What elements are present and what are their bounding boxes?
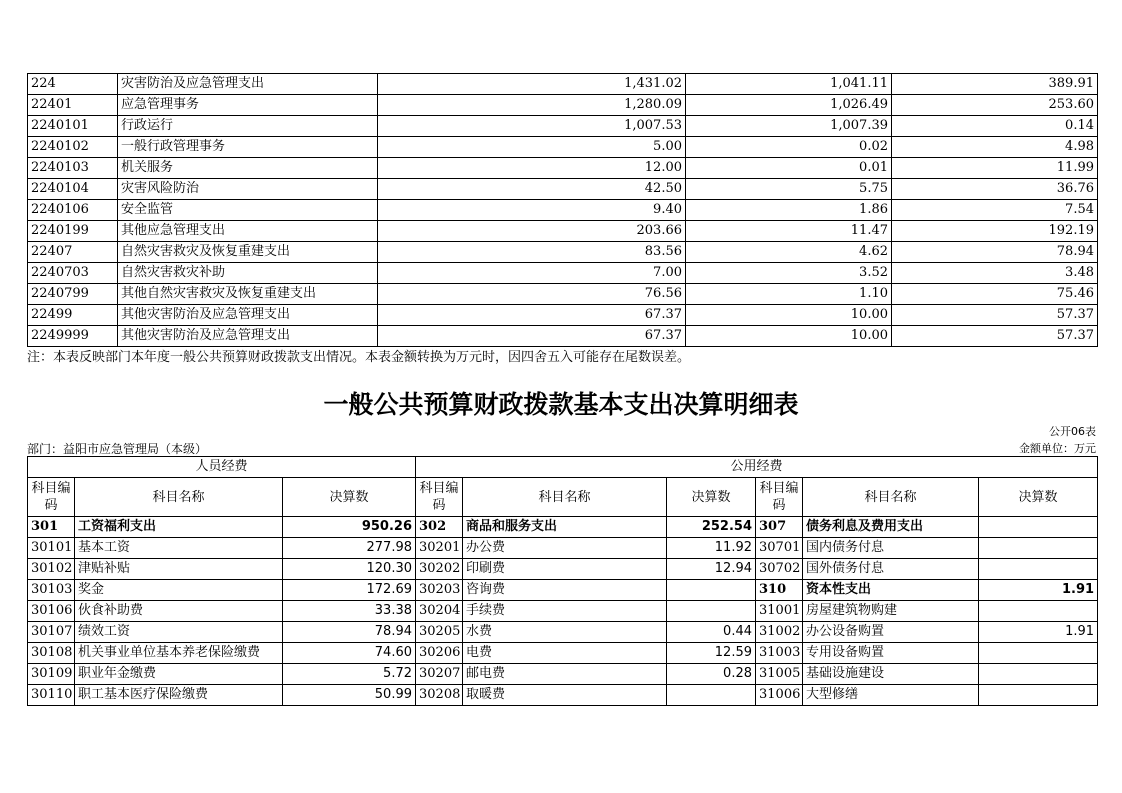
name-cell: 基础设施建设 xyxy=(803,664,979,685)
code-cell: 2240103 xyxy=(28,158,118,179)
name-cell: 其他灾害防治及应急管理支出 xyxy=(118,305,378,326)
code-cell: 302 xyxy=(416,517,463,538)
project-cell: 0.14 xyxy=(892,116,1098,137)
code-cell: 30108 xyxy=(28,643,75,664)
table-row xyxy=(28,622,1098,643)
basic-cell: 4.62 xyxy=(686,242,892,263)
table-row xyxy=(28,643,1098,664)
name-cell: 办公费 xyxy=(463,538,667,559)
project-cell: 7.54 xyxy=(892,200,1098,221)
total-cell: 12.00 xyxy=(378,158,686,179)
code-cell: 31005 xyxy=(756,664,803,685)
basic-cell: 5.75 xyxy=(686,179,892,200)
col-header-name: 科目名称 xyxy=(75,478,283,517)
code-cell: 30106 xyxy=(28,601,75,622)
amount-cell: 74.60 xyxy=(283,643,416,664)
amount-cell: 252.54 xyxy=(667,517,756,538)
amount-cell xyxy=(979,664,1098,685)
amount-cell xyxy=(667,685,756,706)
amount-cell xyxy=(979,538,1098,559)
name-cell: 绩效工资 xyxy=(75,622,283,643)
total-cell: 5.00 xyxy=(378,137,686,158)
total-cell: 7.00 xyxy=(378,263,686,284)
group-header-public: 公用经费 xyxy=(416,457,1098,478)
basic-cell: 1.86 xyxy=(686,200,892,221)
table-row xyxy=(28,538,1098,559)
project-cell: 4.98 xyxy=(892,137,1098,158)
code-cell: 30206 xyxy=(416,643,463,664)
table-row xyxy=(28,263,1098,284)
amount-cell: 1.91 xyxy=(979,580,1098,601)
code-cell: 30701 xyxy=(756,538,803,559)
code-cell: 31001 xyxy=(756,601,803,622)
total-cell: 42.50 xyxy=(378,179,686,200)
name-cell: 安全监管 xyxy=(118,200,378,221)
name-cell: 应急管理事务 xyxy=(118,95,378,116)
col-header-amount: 决算数 xyxy=(283,478,416,517)
code-cell: 310 xyxy=(756,580,803,601)
name-cell: 灾害防治及应急管理支出 xyxy=(118,74,378,95)
name-cell: 专用设备购置 xyxy=(803,643,979,664)
project-cell: 57.37 xyxy=(892,305,1098,326)
table-row xyxy=(28,242,1098,263)
code-cell: 31003 xyxy=(756,643,803,664)
name-cell: 国外债务付息 xyxy=(803,559,979,580)
name-cell: 其他灾害防治及应急管理支出 xyxy=(118,326,378,347)
amount-cell xyxy=(979,643,1098,664)
table-row xyxy=(28,517,1098,538)
table-row xyxy=(28,305,1098,326)
name-cell: 自然灾害救灾及恢复重建支出 xyxy=(118,242,378,263)
amount-cell: 12.94 xyxy=(667,559,756,580)
code-cell: 30202 xyxy=(416,559,463,580)
group-header-personnel: 人员经费 xyxy=(28,457,416,478)
code-cell: 30103 xyxy=(28,580,75,601)
code-cell: 30102 xyxy=(28,559,75,580)
code-cell: 2240799 xyxy=(28,284,118,305)
table-row xyxy=(28,95,1098,116)
name-cell: 职业年金缴费 xyxy=(75,664,283,685)
name-cell: 机关服务 xyxy=(118,158,378,179)
name-cell: 商品和服务支出 xyxy=(463,517,667,538)
code-cell: 224 xyxy=(28,74,118,95)
amount-cell xyxy=(979,517,1098,538)
code-cell: 2240101 xyxy=(28,116,118,137)
code-cell: 301 xyxy=(28,517,75,538)
total-cell: 203.66 xyxy=(378,221,686,242)
project-cell: 78.94 xyxy=(892,242,1098,263)
table-row xyxy=(28,158,1098,179)
basic-cell: 1,026.49 xyxy=(686,95,892,116)
name-cell: 手续费 xyxy=(463,601,667,622)
name-cell: 国内债务付息 xyxy=(803,538,979,559)
name-cell: 取暖费 xyxy=(463,685,667,706)
code-cell: 30702 xyxy=(756,559,803,580)
table-note: 注：本表反映部门本年度一般公共预算财政拨款支出情况。本表金额转换为万元时，因四舍五入可能存在尾数误差。 xyxy=(27,350,691,365)
total-cell: 83.56 xyxy=(378,242,686,263)
code-cell: 30205 xyxy=(416,622,463,643)
basic-cell: 1,007.39 xyxy=(686,116,892,137)
name-cell: 工资福利支出 xyxy=(75,517,283,538)
expenditure-table xyxy=(27,73,1098,347)
code-cell: 31006 xyxy=(756,685,803,706)
basic-expenditure-table xyxy=(27,456,1098,706)
form-number: 公开06表 xyxy=(1049,425,1096,438)
name-cell: 灾害风险防治 xyxy=(118,179,378,200)
table-row xyxy=(28,601,1098,622)
total-cell: 1,431.02 xyxy=(378,74,686,95)
name-cell: 邮电费 xyxy=(463,664,667,685)
name-cell: 咨询费 xyxy=(463,580,667,601)
table-row xyxy=(28,685,1098,706)
basic-cell: 1.10 xyxy=(686,284,892,305)
page-title: 一般公共预算财政拨款基本支出决算明细表 xyxy=(323,390,799,419)
name-cell: 自然灾害救灾补助 xyxy=(118,263,378,284)
amount-cell xyxy=(667,580,756,601)
table-row xyxy=(28,137,1098,158)
project-cell: 389.91 xyxy=(892,74,1098,95)
table-row xyxy=(28,74,1098,95)
amount-cell: 950.26 xyxy=(283,517,416,538)
name-cell: 基本工资 xyxy=(75,538,283,559)
code-cell: 22407 xyxy=(28,242,118,263)
project-cell: 57.37 xyxy=(892,326,1098,347)
table-row xyxy=(28,200,1098,221)
total-cell: 67.37 xyxy=(378,326,686,347)
basic-cell: 1,041.11 xyxy=(686,74,892,95)
basic-cell: 0.02 xyxy=(686,137,892,158)
table-row xyxy=(28,221,1098,242)
col-header-code: 科目编码 xyxy=(28,478,75,517)
table-row xyxy=(28,284,1098,305)
code-cell: 30207 xyxy=(416,664,463,685)
amount-cell xyxy=(979,685,1098,706)
name-cell: 行政运行 xyxy=(118,116,378,137)
project-cell: 253.60 xyxy=(892,95,1098,116)
project-cell: 3.48 xyxy=(892,263,1098,284)
basic-cell: 10.00 xyxy=(686,326,892,347)
name-cell: 大型修缮 xyxy=(803,685,979,706)
col-header-amount: 决算数 xyxy=(667,478,756,517)
amount-cell xyxy=(979,559,1098,580)
name-cell: 奖金 xyxy=(75,580,283,601)
col-header-code: 科目编码 xyxy=(416,478,463,517)
amount-cell: 5.72 xyxy=(283,664,416,685)
code-cell: 30201 xyxy=(416,538,463,559)
amount-cell: 33.38 xyxy=(283,601,416,622)
code-cell: 30203 xyxy=(416,580,463,601)
code-cell: 31002 xyxy=(756,622,803,643)
code-cell: 2240199 xyxy=(28,221,118,242)
code-cell: 30110 xyxy=(28,685,75,706)
name-cell: 一般行政管理事务 xyxy=(118,137,378,158)
table-row xyxy=(28,664,1098,685)
col-header-name: 科目名称 xyxy=(463,478,667,517)
amount-cell: 120.30 xyxy=(283,559,416,580)
project-cell: 36.76 xyxy=(892,179,1098,200)
name-cell: 伙食补助费 xyxy=(75,601,283,622)
code-cell: 2240102 xyxy=(28,137,118,158)
col-header-code: 科目编码 xyxy=(756,478,803,517)
total-cell: 1,280.09 xyxy=(378,95,686,116)
code-cell: 2249999 xyxy=(28,326,118,347)
amount-cell: 1.91 xyxy=(979,622,1098,643)
col-header-amount: 决算数 xyxy=(979,478,1098,517)
code-cell: 2240703 xyxy=(28,263,118,284)
amount-cell: 0.44 xyxy=(667,622,756,643)
total-cell: 1,007.53 xyxy=(378,116,686,137)
basic-cell: 0.01 xyxy=(686,158,892,179)
name-cell: 其他自然灾害救灾及恢复重建支出 xyxy=(118,284,378,305)
table-row xyxy=(28,559,1098,580)
unit-label: 金额单位：万元 xyxy=(1019,442,1096,455)
code-cell: 22499 xyxy=(28,305,118,326)
total-cell: 9.40 xyxy=(378,200,686,221)
table-row xyxy=(28,326,1098,347)
code-cell: 307 xyxy=(756,517,803,538)
amount-cell: 12.59 xyxy=(667,643,756,664)
total-cell: 76.56 xyxy=(378,284,686,305)
name-cell: 债务利息及费用支出 xyxy=(803,517,979,538)
name-cell: 其他应急管理支出 xyxy=(118,221,378,242)
department-label: 部门：益阳市应急管理局（本级） xyxy=(27,442,208,456)
name-cell: 办公设备购置 xyxy=(803,622,979,643)
code-cell: 30208 xyxy=(416,685,463,706)
col-header-name: 科目名称 xyxy=(803,478,979,517)
amount-cell xyxy=(979,601,1098,622)
project-cell: 75.46 xyxy=(892,284,1098,305)
amount-cell xyxy=(667,601,756,622)
basic-cell: 11.47 xyxy=(686,221,892,242)
amount-cell: 11.92 xyxy=(667,538,756,559)
code-cell: 30204 xyxy=(416,601,463,622)
name-cell: 资本性支出 xyxy=(803,580,979,601)
code-cell: 22401 xyxy=(28,95,118,116)
amount-cell: 50.99 xyxy=(283,685,416,706)
name-cell: 水费 xyxy=(463,622,667,643)
name-cell: 津贴补贴 xyxy=(75,559,283,580)
code-cell: 30107 xyxy=(28,622,75,643)
project-cell: 11.99 xyxy=(892,158,1098,179)
amount-cell: 0.28 xyxy=(667,664,756,685)
amount-cell: 78.94 xyxy=(283,622,416,643)
code-cell: 2240106 xyxy=(28,200,118,221)
total-cell: 67.37 xyxy=(378,305,686,326)
name-cell: 电费 xyxy=(463,643,667,664)
name-cell: 职工基本医疗保险缴费 xyxy=(75,685,283,706)
code-cell: 2240104 xyxy=(28,179,118,200)
basic-cell: 3.52 xyxy=(686,263,892,284)
project-cell: 192.19 xyxy=(892,221,1098,242)
table-row xyxy=(28,580,1098,601)
code-cell: 30109 xyxy=(28,664,75,685)
amount-cell: 277.98 xyxy=(283,538,416,559)
table-row xyxy=(28,179,1098,200)
name-cell: 印刷费 xyxy=(463,559,667,580)
amount-cell: 172.69 xyxy=(283,580,416,601)
table-row xyxy=(28,116,1098,137)
name-cell: 机关事业单位基本养老保险缴费 xyxy=(75,643,283,664)
code-cell: 30101 xyxy=(28,538,75,559)
name-cell: 房屋建筑物购建 xyxy=(803,601,979,622)
basic-cell: 10.00 xyxy=(686,305,892,326)
